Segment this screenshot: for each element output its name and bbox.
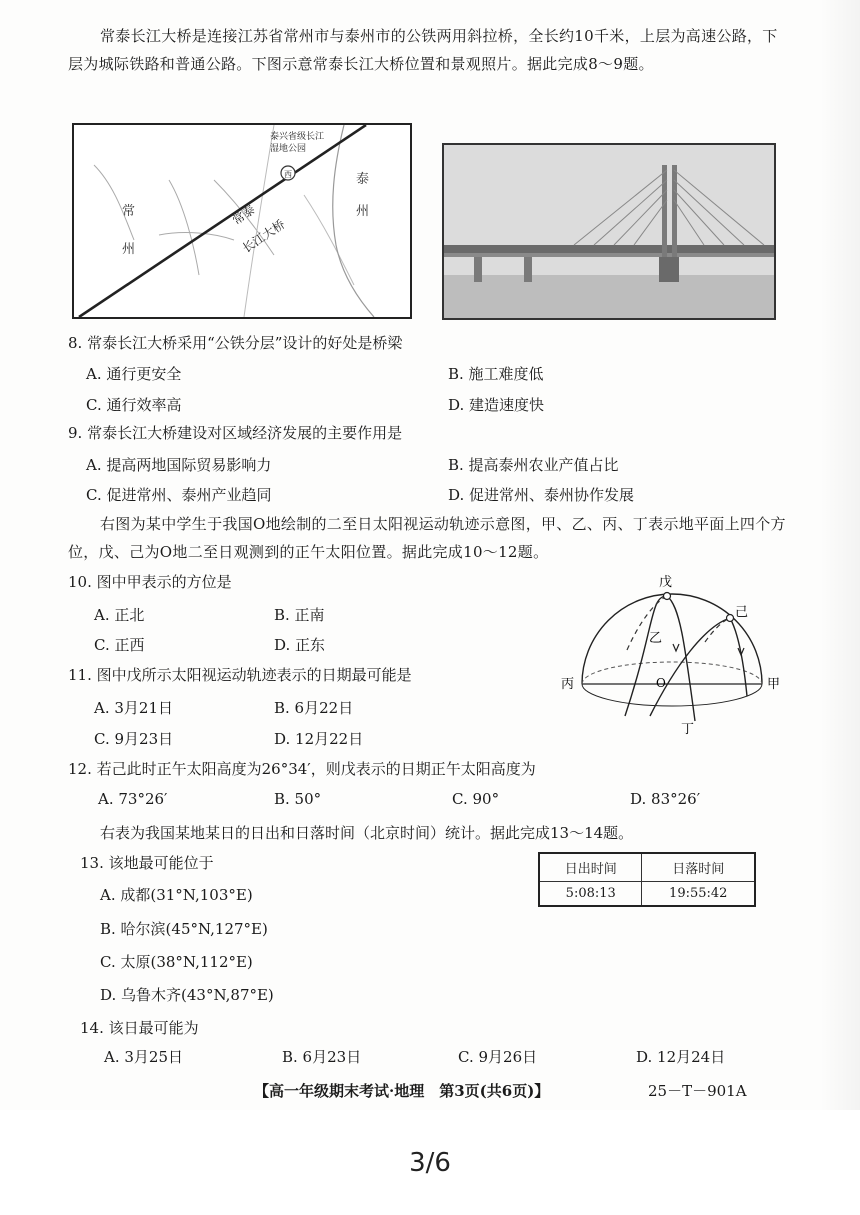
svg-text:西: 西 <box>284 170 292 179</box>
map-right-city-2: 州 <box>356 204 370 219</box>
map-company-2: 湿地公园 <box>270 144 307 154</box>
q14-option-a[interactable]: A. 3月25日 <box>104 1048 183 1066</box>
map-drawing <box>74 125 410 317</box>
bridge-location-map <box>72 123 412 319</box>
map-bridge-label-2: 长江大桥 <box>239 217 288 256</box>
q10-option-a[interactable]: A. 正北 <box>94 606 145 624</box>
q8-option-b[interactable]: B. 施工难度低 <box>448 365 544 383</box>
map-right-city-1: 泰 <box>356 172 370 187</box>
q12-option-a[interactable]: A. 73°26′ <box>98 790 168 808</box>
q9-option-a[interactable]: A. 提高两地国际贸易影响力 <box>86 456 272 474</box>
label-ding: 丁 <box>681 722 695 737</box>
label-wu: 戊 <box>659 575 673 590</box>
page-footer-title: 【高一年级期末考试·地理 第3页(共6页)】 <box>254 1082 550 1100</box>
cell-sunset: 19:55:42 <box>642 882 755 907</box>
q10-option-c[interactable]: C. 正西 <box>94 636 145 654</box>
q11-option-b[interactable]: B. 6月22日 <box>274 699 354 717</box>
q13-stem: 13. 该地最可能位于 <box>80 854 214 872</box>
label-jia: 甲 <box>767 677 781 692</box>
q9-option-c[interactable]: C. 促进常州、泰州产业趋同 <box>86 486 272 504</box>
sun-position-wu <box>664 593 671 600</box>
q11-option-c[interactable]: C. 9月23日 <box>94 730 174 748</box>
bridge-photo-drawing <box>444 145 774 318</box>
q8-option-c[interactable]: C. 通行效率高 <box>86 396 182 414</box>
q13-option-a[interactable]: A. 成都(31°N,103°E) <box>100 886 253 904</box>
q14-option-d[interactable]: D. 12月24日 <box>636 1048 726 1066</box>
q8-option-d[interactable]: D. 建造速度快 <box>448 396 545 414</box>
q10-option-b[interactable]: B. 正南 <box>274 606 325 624</box>
map-left-city-1: 常 <box>122 204 136 219</box>
map-left-city-2: 州 <box>122 242 136 257</box>
scan-shadow <box>820 0 860 1110</box>
q8-option-a[interactable]: A. 通行更安全 <box>86 365 182 383</box>
q12-option-d[interactable]: D. 83°26′ <box>630 790 701 808</box>
q13-option-d[interactable]: D. 乌鲁木齐(43°N,87°E) <box>100 986 274 1004</box>
q10-stem: 10. 图中甲表示的方位是 <box>68 573 232 591</box>
sun-position-ji <box>727 615 734 622</box>
q12-stem: 12. 若己此时正午太阳高度为26°34′，则戊表示的日期正午太阳高度为 <box>68 760 536 778</box>
q13-option-c[interactable]: C. 太原(38°N,112°E) <box>100 953 253 971</box>
bridge-road-line <box>79 125 366 317</box>
sunrise-sunset-table <box>538 852 756 907</box>
page-indicator: 3/6 <box>409 1148 451 1178</box>
q11-option-d[interactable]: D. 12月22日 <box>274 730 364 748</box>
sun-path-diagram <box>555 566 790 741</box>
q13-option-b[interactable]: B. 哈尔滨(45°N,127°E) <box>100 920 268 938</box>
bridge-photo <box>442 143 776 320</box>
q14-option-b[interactable]: B. 6月23日 <box>282 1048 362 1066</box>
page-footer-code: 25－T－901A <box>648 1082 747 1100</box>
label-ji: 己 <box>735 605 749 620</box>
q12-option-c[interactable]: C. 90° <box>452 790 500 808</box>
label-yi: 乙 <box>649 631 663 646</box>
header-sunset: 日落时间 <box>642 853 755 882</box>
q9-stem: 9. 常泰长江大桥建设对区域经济发展的主要作用是 <box>68 424 403 442</box>
q11-option-a[interactable]: A. 3月21日 <box>94 699 173 717</box>
map-bridge-label-1: 常泰 <box>229 202 258 228</box>
q9-option-d[interactable]: D. 促进常州、泰州协作发展 <box>448 486 635 504</box>
intro-paragraph-8-9: 常泰长江大桥是连接江苏省常州市与泰州市的公铁两用斜拉桥，全长约10千米，上层为高速公路，下层为城际铁路和普通公路。下图示意常泰长江大桥位置和景观照片。据此完成8～9题。 <box>68 27 778 73</box>
intro-paragraph-10-12: 右图为某中学生于我国O地绘制的二至日太阳视运动轨迹示意图，甲、乙、丙、丁表示地平面上四个方位，戊、己为O地二至日观测到的正午太阳位置。据此完成10～12题。 <box>68 515 786 561</box>
q9-option-b[interactable]: B. 提高泰州农业产值占比 <box>448 456 619 474</box>
label-o: O <box>656 676 666 690</box>
table-row <box>539 882 755 907</box>
cell-sunrise: 5:08:13 <box>539 882 642 907</box>
table-header-row <box>539 853 755 882</box>
q10-option-d[interactable]: D. 正东 <box>274 636 326 654</box>
header-sunrise: 日出时间 <box>539 853 642 882</box>
q8-stem: 8. 常泰长江大桥采用“公铁分层”设计的好处是桥梁 <box>68 334 403 352</box>
intro-paragraph-13-14: 右表为我国某地某日的日出和日落时间（北京时间）统计。据此完成13～14题。 <box>100 824 634 842</box>
q14-stem: 14. 该日最可能为 <box>80 1019 199 1037</box>
q12-option-b[interactable]: B. 50° <box>274 790 322 808</box>
q14-option-c[interactable]: C. 9月26日 <box>458 1048 538 1066</box>
label-bing: 丙 <box>561 677 575 692</box>
q11-stem: 11. 图中戊所示太阳视运动轨迹表示的日期最可能是 <box>68 666 412 684</box>
map-company-1: 泰兴省级长江 <box>270 132 325 142</box>
